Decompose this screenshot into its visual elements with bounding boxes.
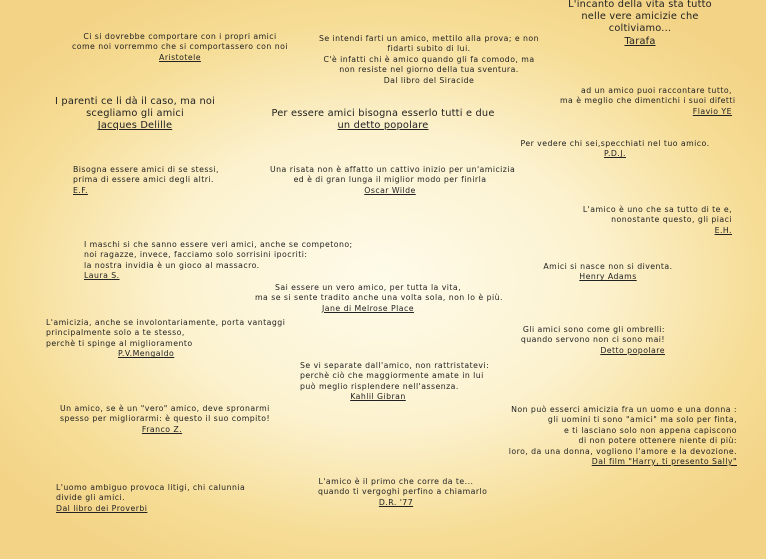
quote-line: ad un amico puoi raccontare tutto,: [580, 86, 732, 95]
quote-author: P.V.Mengaldo: [118, 349, 175, 359]
quote-line: ma è meglio che dimentichi i suoi difetti: [560, 96, 736, 106]
quote-line: fidarti subito di lui.: [387, 44, 471, 54]
quote-siracide: [318, 34, 540, 86]
quote-line: perchè ciò che maggiormente amate in lui: [300, 371, 484, 381]
quote-line: I parenti ce li dà il caso, ma noi: [55, 96, 216, 107]
quote-franco-z: [60, 404, 271, 435]
quote-line: noi ragazze, invece, facciamo solo sorrisini ipocriti:: [84, 250, 308, 260]
quote-line: Ci si dovrebbe comportare con i propri amici: [83, 32, 277, 41]
quote-line: Se vi separate dall'amico, non rattristatevi:: [300, 361, 490, 370]
quote-line: Per vedere chi sei,specchiati nel tuo amico.: [520, 139, 710, 148]
quote-line: L'incanto della vita sta tutto: [568, 0, 712, 10]
quote-author: Dal libro del Siracide: [383, 75, 475, 85]
quote-detto-popolare-amici: [268, 108, 498, 132]
quote-author: Henry Adams: [579, 272, 637, 282]
quote-line: ma se si sente tradito anche una volta sola, non lo è più.: [255, 293, 503, 303]
quote-line: nelle vere amicizie che: [581, 11, 699, 23]
quote-pdj: [520, 139, 710, 160]
quote-author: Detto popolare: [600, 345, 665, 355]
quote-oscar-wilde: [270, 165, 516, 196]
quote-line: come noi vorremmo che si comportassero con noi: [72, 42, 288, 52]
quote-line: principalmente solo a te stesso,: [46, 328, 185, 338]
quote-laura-s: [84, 240, 354, 282]
quote-line: spesso per migliorarmi: è questo il suo compito!: [60, 414, 271, 424]
quote-line: Un amico, se è un "vero" amico, deve spronarmi: [60, 404, 270, 413]
quote-line: scegliamo gli amici: [86, 108, 184, 120]
quote-line: ed è di gran lunga il miglior modo per finirla: [293, 175, 487, 185]
quote-proverbi: [56, 483, 256, 514]
quote-dr77: [318, 477, 488, 508]
quote-henry-adams: [535, 262, 681, 283]
quote-author: Laura S.: [84, 271, 120, 281]
quote-author: P.D.J.: [604, 149, 626, 159]
quote-line: di non potere ottenere niente di più:: [578, 436, 737, 446]
quote-jane-melrose: [255, 283, 503, 314]
quote-eh: [560, 205, 732, 236]
quote-line: Una risata non è affatto un cattivo inizio per un'amicizia: [270, 165, 516, 174]
quote-author: E.F.: [73, 185, 88, 195]
quote-author: Jane di Melrose Place: [322, 303, 414, 313]
quote-line: Per essere amici bisogna esserlo tutti e due: [271, 108, 495, 119]
quote-line: Bisogna essere amici di se stessi,: [73, 165, 219, 174]
quote-detto-popolare-ombrelli: [510, 325, 665, 356]
quote-author: Franco Z.: [141, 424, 183, 434]
quote-author: Kahlil Gibran: [350, 392, 406, 402]
quote-line: quando servono non ci sono mai!: [520, 335, 665, 345]
quote-author: Tarafa: [624, 35, 656, 47]
quote-line: gli uomini ti sono "amici" ma solo per finta,: [547, 415, 737, 425]
quote-line: divide gli amici.: [56, 493, 126, 503]
quote-author: Dal film "Harry, ti presento Sally": [591, 457, 737, 467]
quote-aristotele: [70, 32, 290, 63]
quote-author: Flavio YE: [692, 106, 732, 116]
quote-line: prima di essere amici degli altri.: [73, 175, 214, 185]
quote-tarafa: [560, 0, 720, 48]
quote-line: Sai essere un vero amico, per tutta la vita,: [274, 283, 462, 292]
quote-author: un detto popolare: [337, 120, 429, 132]
quote-author-wrap: [46, 349, 286, 359]
quote-line: coltiviamo...: [608, 23, 672, 35]
quote-line: C'è infatti chi è amico quando gli fa comodo, ma: [323, 54, 535, 64]
quote-line: Gli amici sono come gli ombrelli:: [522, 325, 665, 334]
quote-line: I maschi si che sanno essere veri amici, anche se competono;: [84, 240, 353, 249]
quote-line: loro, da una donna, vogliono l'amore e la devozione.: [508, 446, 737, 456]
quote-line: la nostra invidia è un gioco al massacro.: [84, 260, 260, 270]
quote-gibran: [300, 361, 490, 403]
quote-line: perchè ti spinge al miglioramento: [46, 338, 193, 348]
quote-delille: [55, 96, 215, 133]
quote-line: L'amicizia, anche se involontariamente, porta vantaggi: [46, 318, 286, 327]
quote-line: Amici si nasce non si diventa.: [543, 262, 673, 271]
quote-line: Se intendi farti un amico, mettilo alla prova; e non: [318, 34, 540, 43]
quote-line: nonostante questo, gli piaci: [611, 215, 732, 225]
quote-line: L'amico è uno che sa tutto di te e,: [582, 205, 732, 214]
quote-author: Jacques Delille: [97, 120, 173, 132]
quote-author: D.R. '77: [378, 497, 414, 507]
quote-author: Aristotele: [159, 52, 201, 62]
quote-flavio-ye: [560, 86, 736, 117]
quote-author: Oscar Wilde: [364, 185, 416, 195]
quote-line: e ti lasciano solo non appena capiscono: [563, 425, 737, 435]
quote-line: può meglio risplendere nell'assenza.: [300, 381, 459, 391]
quote-line: L'amico è il primo che corre da te...: [318, 477, 474, 486]
quote-author: Dal libro dei Proverbi: [56, 503, 148, 513]
quote-ef: [73, 165, 273, 196]
quote-line: non resiste nel giorno della tua sventura.: [339, 65, 519, 75]
quote-line: L'uomo ambiguo provoca litigi, chi calunnia: [56, 483, 246, 492]
quote-line: Non può esserci amicizia fra un uomo e una donna :: [511, 405, 737, 414]
quote-line: quando ti vergoghi perfino a chiamarlo: [318, 487, 488, 497]
quote-mengaldo: [46, 318, 286, 360]
quote-harry-sally: [500, 405, 737, 467]
quote-author: E.H.: [714, 225, 732, 235]
